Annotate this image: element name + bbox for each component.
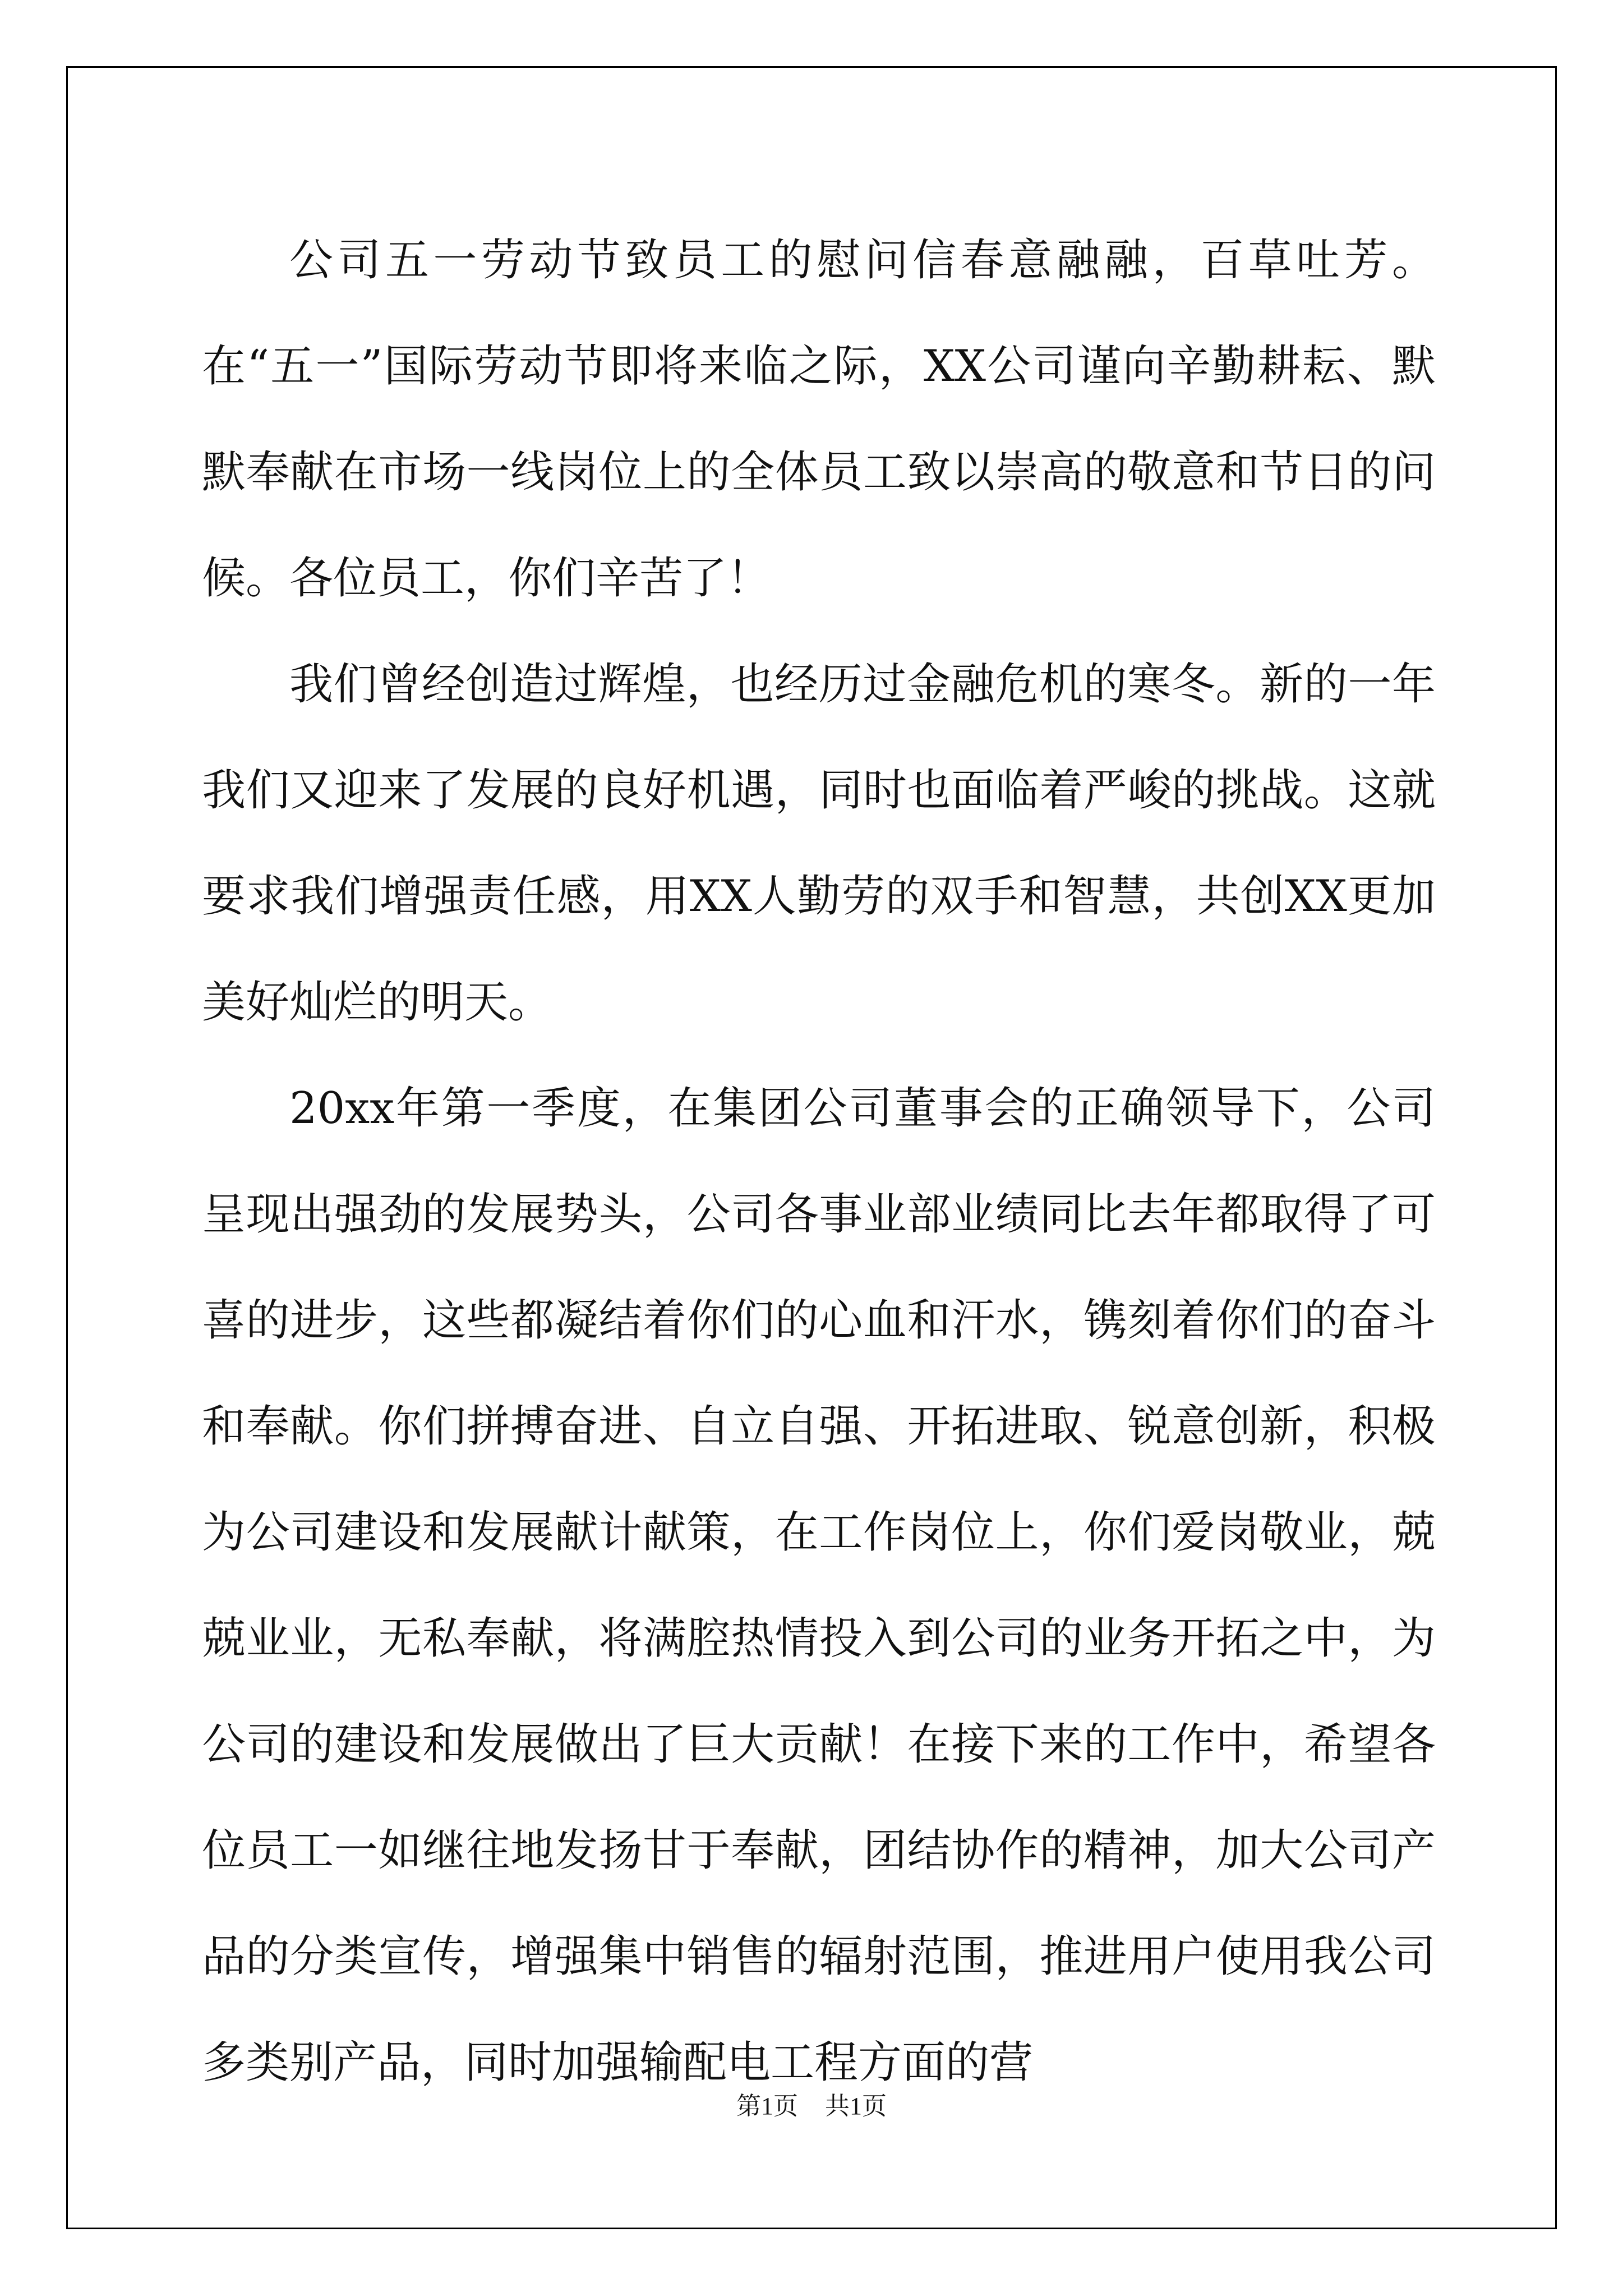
paragraph-achievements: 20xx年第一季度，在集团公司董事会的正确领导下，公司呈现出强劲的发展势头，公司各事业部业绩同比去年都取得了可喜的进步，这些都凝结着你们的心血和汗水，镌刻着你们的奋斗和奉献。你们拼搏奋进、自立自强、开拓进取、锐意创新，积极为公司建设和发展献计献策，在工作岗位上，你们爱岗敬业，兢兢业业，无私奉献，将满腔热情投入到公司的业务开拓之中，为公司的建设和发展做出了巨大贡献！在接下来的工作中，希望各位员工一如继往地发扬甘于奉献，团结协作的精神，加大公司产品的分类宣传，增强集中销售的辐射范围，推进用户使用我公司多类别产品，同时加强输配电工程方面的营 <box>202 1083 1436 2088</box>
paragraph-outlook: 我们曾经创造过辉煌，也经历过金融危机的寒冬。新的一年我们又迎来了发展的良好机遇，同时也面临着严峻的挑战。这就要求我们增强责任感，用XX人勤劳的双手和智慧，共创XX更加美好灿烂的明天。 <box>202 659 1436 1028</box>
page-number: 第1页 <box>736 2092 798 2120</box>
page-footer <box>0 2090 1623 2123</box>
letter-body <box>202 208 1436 2116</box>
paragraph-greeting: 公司五一劳动节致员工的慰问信春意融融，百草吐芳。在“五一”国际劳动节即将来临之际，XX公司谨向辛勤耕耘、默默奉献在市场一线岗位上的全体员工致以崇高的敬意和节日的问候。各位员工，你们辛苦了！ <box>202 235 1436 604</box>
page-total: 共1页 <box>825 2092 887 2120</box>
